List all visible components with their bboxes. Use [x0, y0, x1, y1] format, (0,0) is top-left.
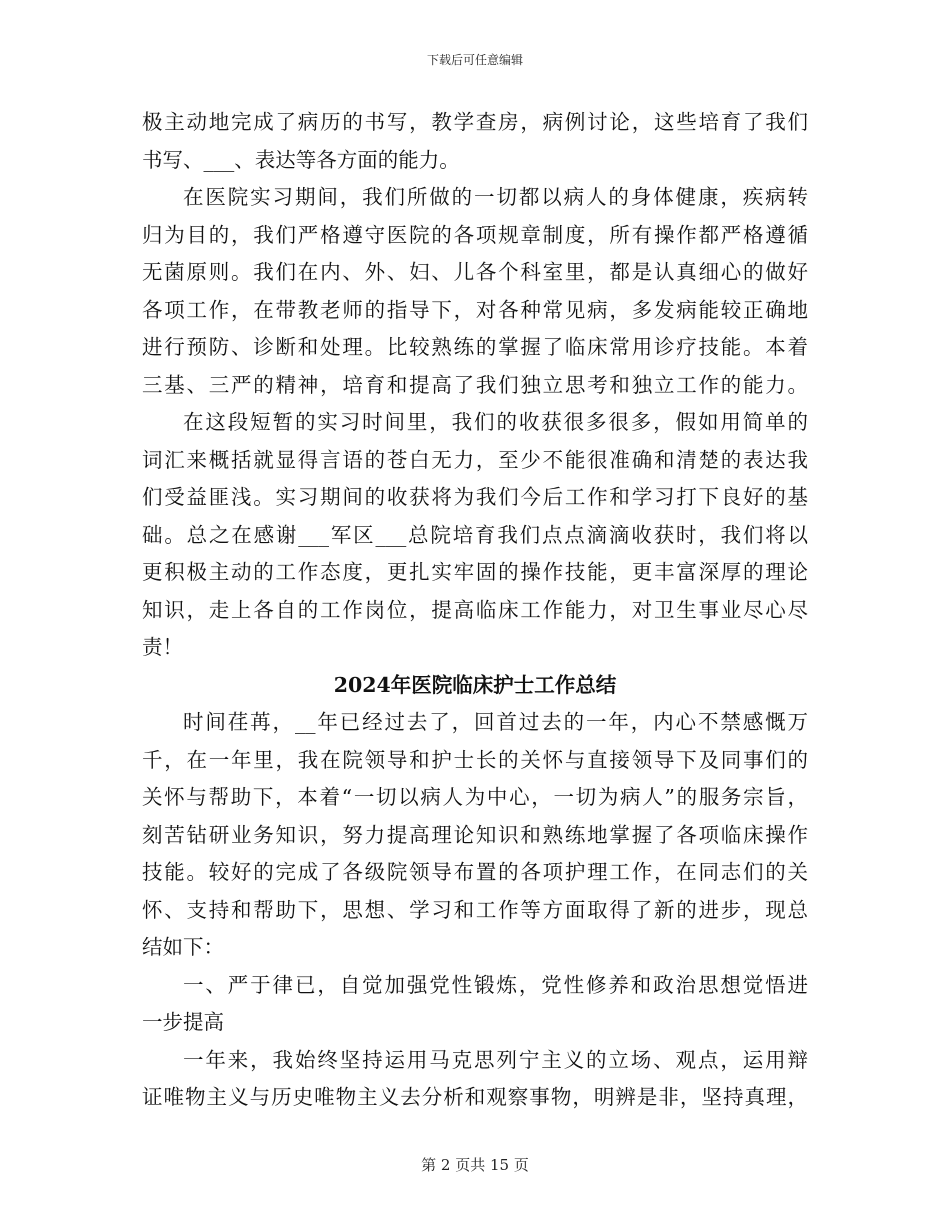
- body-line: 进行预防、诊断和处理。比较熟练的掌握了临床常用诊疗技能。本着: [142, 335, 808, 359]
- body-line: 各项工作，在带教老师的指导下，对各种常见病，多发病能较正确地: [142, 297, 808, 322]
- body-line: 书写、___、表达等各方面的能力。: [142, 147, 460, 172]
- document-body: [142, 104, 808, 1117]
- paragraph-first-line: 一、严于律已，自觉加强党性锻炼，党性修养和政治思想觉悟进: [183, 972, 808, 997]
- section-title: 2024年医院临床护士工作总结: [333, 672, 617, 697]
- body-line: 知识，走上各自的工作岗位，提高临床工作能力，对卫生事业尽心尽: [142, 597, 808, 622]
- body-line: 更积极主动的工作态度，更扎实牢固的操作技能，更丰富深厚的理论: [142, 560, 808, 584]
- body-line: 怀、支持和帮助下，思想、学习和工作等方面取得了新的进步，现总: [142, 897, 808, 922]
- paragraph-first-line: 在这段短暂的实习时间里，我们的收获很多很多，假如用简单的: [183, 410, 808, 434]
- body-line: 千，在一年里，我在院领导和护士长的关怀与直接领导下及同事们的: [142, 747, 808, 772]
- page-header: 下载后可任意编辑: [426, 53, 523, 67]
- body-line: 结如下：: [142, 935, 224, 959]
- body-line: 刻苦钻研业务知识，努力提高理论知识和熟练地掌握了各项临床操作: [142, 822, 808, 847]
- body-line: 础。总之在感谢___军区___总院培育我们点点滴滴收获时，我们将以: [142, 522, 808, 547]
- body-line: 一步提高: [142, 1010, 224, 1034]
- body-line: 关怀与帮助下，本着“一切以病人为中心，一切为病人”的服务宗旨，: [142, 785, 808, 809]
- page-footer: 第 2 页共 15 页: [421, 1156, 529, 1174]
- body-line: 极主动地完成了病历的书写，教学查房，病例讨论，这些培育了我们: [142, 110, 808, 134]
- body-line: 无菌原则。我们在内、外、妇、儿各个科室里，都是认真细心的做好: [142, 260, 808, 284]
- body-line: 词汇来概括就显得言语的苍白无力，至少不能很准确和清楚的表达我: [142, 447, 808, 472]
- paragraph-first-line: 一年来，我始终坚持运用马克思列宁主义的立场、观点，运用辩: [183, 1047, 808, 1072]
- body-line: 归为目的，我们严格遵守医院的各项规章制度，所有操作都严格遵循: [142, 222, 808, 247]
- body-line: 们受益匪浅。实习期间的收获将为我们今后工作和学习打下良好的基: [142, 485, 808, 509]
- body-line: 责！: [142, 635, 183, 659]
- body-line: 证唯物主义与历史唯物主义去分析和观察事物，明辨是非，坚持真理，: [142, 1085, 808, 1109]
- paragraph-first-line: 在医院实习期间，我们所做的一切都以病人的身体健康，疾病转: [183, 185, 808, 209]
- body-line: 三基、三严的精神，培育和提高了我们独立思考和独立工作的能力。: [142, 372, 808, 397]
- body-line: 技能。较好的完成了各级院领导布置的各项护理工作，在同志们的关: [142, 860, 808, 884]
- paragraph-first-line: 时间荏苒，__年已经过去了，回首过去的一年，内心不禁感慨万: [183, 710, 808, 734]
